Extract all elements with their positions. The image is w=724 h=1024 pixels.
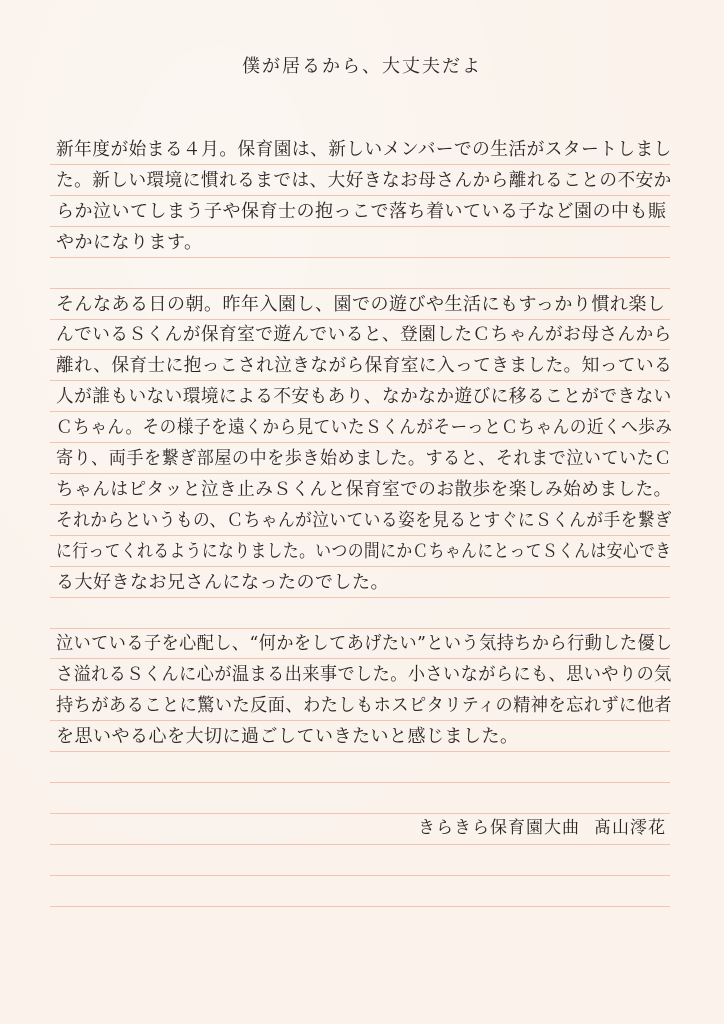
- ruled-line: [50, 164, 670, 165]
- body-line: た。新しい環境に慣れるまでは、大好きなお母さんから離れることの不安か: [56, 169, 672, 191]
- body-line: それからというもの、Ｃちゃんが泣いている姿を見るとすぐにＳくんが手を繋ぎ: [56, 509, 673, 531]
- body-line: さ溢れるＳくんに心が温まる出来事でした。小さいながらにも、思いやりの気: [56, 664, 672, 686]
- body-line: 離れ、保育士に抱っこされ泣きながら保育室に入ってきました。知っている: [56, 355, 673, 377]
- author-name: 髙山澪花: [594, 818, 666, 838]
- body-line: らか泣いてしまう子や保育士の抱っこで落ち着いている子など園の中も賑: [56, 200, 667, 222]
- ruled-line: [50, 257, 670, 258]
- body-line: 持ちがあることに驚いた反面、わたしもホスピタリティの精神を忘れずに他者: [56, 695, 673, 717]
- body-line: 寄り、両手を繋ぎ部屋の中を歩き始めました。すると、それまで泣いていたＣ: [56, 448, 672, 469]
- ruled-line: [50, 504, 670, 505]
- ruled-line: [50, 226, 670, 227]
- body-line: んでいるＳくんが保育室で遊んでいると、登園したＣちゃんがお母さんから: [56, 324, 672, 346]
- ruled-line: [50, 751, 670, 752]
- ruled-line: [50, 442, 670, 443]
- ruled-line: [50, 535, 670, 536]
- body-line: ちゃんはピタッと泣き止みＳくんと保育室でのお散歩を楽しみ始めました。: [56, 478, 672, 500]
- ruled-line: [50, 349, 670, 350]
- ruled-line: [50, 875, 670, 876]
- body-line: そんなある日の朝。昨年入園し、園での遊びや生活にもすっかり慣れ楽し: [56, 293, 666, 315]
- body-line: 人が誰もいない環境による不安もあり、なかなか遊びに移ることができない: [56, 386, 672, 408]
- body-line: に行ってくれるようになりました。いつの間にかＣちゃんにとってＳくんは安心でき: [56, 540, 672, 562]
- body-line: やかになります。: [56, 231, 203, 253]
- ruled-line: [50, 782, 670, 783]
- ruled-line: [50, 319, 670, 320]
- body-line: 新年度が始まる４月。保育園は、新しいメンバーでの生活がスタートしまし: [56, 139, 672, 160]
- ruled-line: [50, 658, 670, 659]
- ruled-line: [50, 411, 670, 412]
- ruled-line: [50, 380, 670, 381]
- signature: [418, 813, 666, 838]
- ruled-line: [50, 195, 670, 196]
- body-line: る大好きなお兄さんになったのでした。: [56, 571, 389, 593]
- ruled-line: [50, 566, 670, 567]
- ruled-line: [50, 844, 670, 845]
- ruled-line: [50, 906, 670, 907]
- ruled-line: [50, 628, 670, 629]
- body-line: を思いやる心を大切に過ごしていきたいと感じました。: [56, 726, 519, 748]
- ruled-line: [50, 288, 670, 289]
- ruled-line: [50, 597, 670, 598]
- essay-title: 僕が居るから、大丈夫だよ: [242, 56, 482, 77]
- ruled-line: [50, 720, 670, 721]
- ruled-line: [50, 689, 670, 690]
- school-name: きらきら保育園大曲: [418, 818, 580, 838]
- body-line: Ｃちゃん。その様子を遠くから見ていたＳくんがそーっとＣちゃんの近くへ歩み: [56, 417, 673, 439]
- body-line: 泣いている子を心配し、“何かをしてあげたい”という気持ちから行動した優し: [56, 633, 673, 655]
- ruled-line: [50, 473, 670, 474]
